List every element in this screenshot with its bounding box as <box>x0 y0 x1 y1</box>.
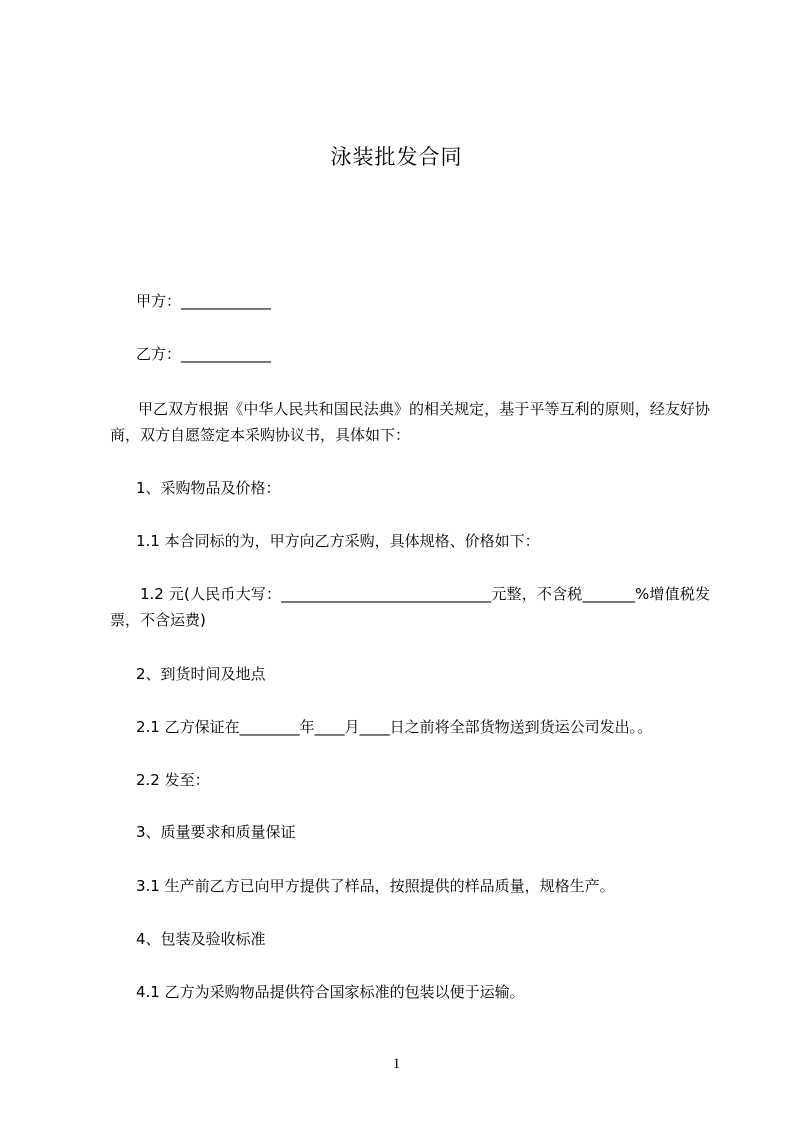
clause-1-1: 1.1 本合同标的为，甲方向乙方采购，具体规格、价格如下： <box>136 532 540 550</box>
clause-1-2: 1.2 元(人民币大写：____________________________元整，不含税_______%增值税发票，不含运费) <box>110 585 710 629</box>
section-3-heading: 3、质量要求和质量保证 <box>136 823 296 841</box>
section-4-heading: 4、包装及验收标准 <box>136 930 266 948</box>
party-a-line: 甲方：____________ <box>136 292 272 310</box>
clause-4-1: 4.1 乙方为采购物品提供符合国家标准的包装以便于运输。 <box>136 983 525 1001</box>
clause-3-1: 3.1 生产前乙方已向甲方提供了样品，按照提供的样品质量，规格生产。 <box>136 877 615 895</box>
party-b-line: 乙方：____________ <box>136 345 272 363</box>
page-number: 1 <box>392 1056 401 1072</box>
clause-2-2: 2.2 发至： <box>136 771 210 789</box>
section-2-heading: 2、到货时间及地点 <box>136 665 266 683</box>
clause-2-1: 2.1 乙方保证在________年____月____日之前将全部货物送到货运公司发出。。 <box>136 718 653 736</box>
section-1-heading: 1、采购物品及价格： <box>136 479 281 497</box>
preamble-paragraph: 甲乙双方根据《中华人民共和国民法典》的相关规定，基于平等互利的原则，经友好协商，双方自愿签定本采购协议书，具体如下： <box>110 400 710 444</box>
document-title: 泳装批发合同 <box>330 145 463 169</box>
